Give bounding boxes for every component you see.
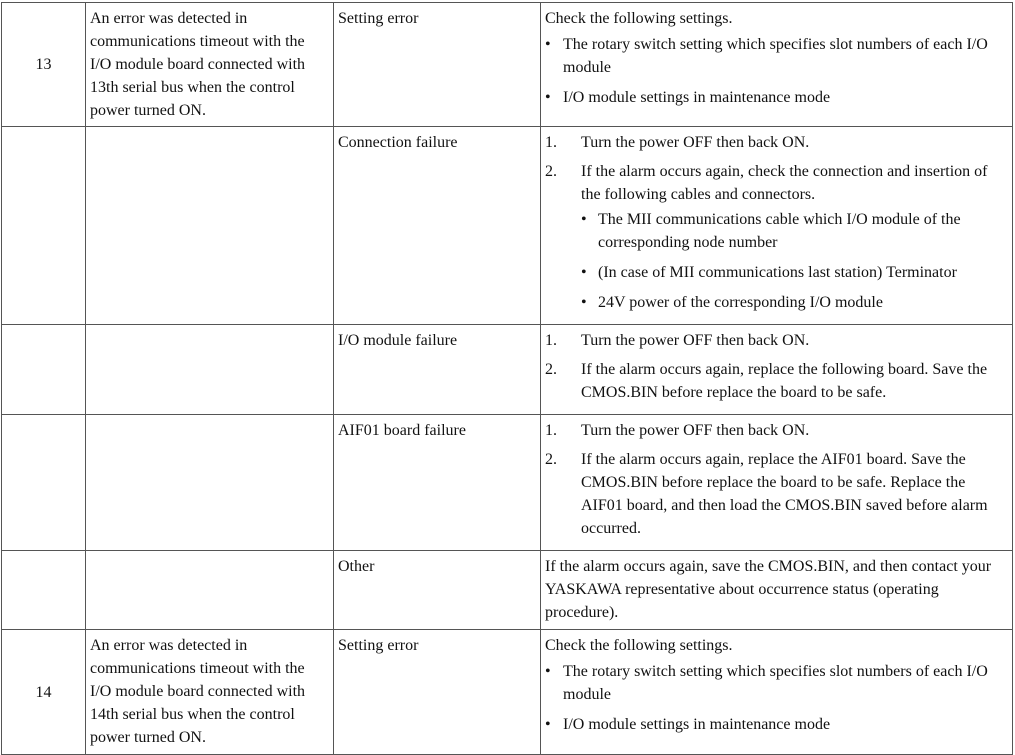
sub-bullet-text: The MII communications cable which I/O module of the corresponding node number [598,211,961,251]
table-row [2,127,1013,325]
alarm-table [1,2,1013,755]
remedy-step [545,358,1008,404]
remedy-step [545,419,1008,442]
sub-bullet-text: 24V power of the corresponding I/O module [598,294,883,311]
alarm-number: 14 [2,630,86,755]
remedy-step [545,329,1008,352]
step-number: 1. [545,422,557,439]
remedy-steps [545,329,1008,404]
alarm-remedy: If the alarm occurs again, save the CMOS.BIN, and then contact your YASKAWA representative about occurrence status (operating procedure). [541,551,1013,630]
alarm-remedy [541,630,1013,755]
alarm-cause: I/O module failure [334,325,541,415]
alarm-description [86,127,334,325]
table-row [2,415,1013,551]
remedy-step [545,131,1008,154]
alarm-cause: Connection failure [334,127,541,325]
remedy-bullet-text: I/O module settings in maintenance mode [563,89,831,106]
alarm-cause: Setting error [334,3,541,127]
remedy-sub-bullet-list [581,208,1008,314]
remedy-sub-bullet [581,208,1008,254]
step-text: Turn the power OFF then back ON. [581,422,810,439]
table-row [2,3,1013,127]
alarm-remedy [541,127,1013,325]
step-number: 1. [545,332,557,349]
remedy-bullet-list [545,33,1008,109]
table-row [2,325,1013,415]
step-number: 1. [545,134,557,151]
remedy-bullet-text: The rotary switch setting which specifies slot numbers of each I/O module [563,663,988,703]
remedy-bullet-list [545,660,1008,736]
remedy-bullet [545,86,1008,109]
remedy-bullet [545,713,1008,736]
alarm-description: An error was detected in communications timeout with the I/O module board connected with 13th serial bus when the control power turned ON. [86,3,334,127]
bullet-icon: • [581,211,587,228]
remedy-step [545,160,1008,314]
alarm-number: 13 [2,3,86,127]
alarm-number [2,325,86,415]
bullet-icon: • [545,663,551,680]
step-number: 2. [545,361,557,378]
step-text: Turn the power OFF then back ON. [581,134,810,151]
bullet-icon: • [545,716,551,733]
remedy-bullet-text: The rotary switch setting which specifies slot numbers of each I/O module [563,36,988,76]
remedy-steps [545,419,1008,540]
remedy-bullet-text: I/O module settings in maintenance mode [563,716,831,733]
alarm-description [86,325,334,415]
alarm-number [2,415,86,551]
remedy-sub-bullet [581,261,1008,284]
bullet-icon: • [545,89,551,106]
alarm-number [2,551,86,630]
remedy-step [545,448,1008,540]
alarm-remedy [541,325,1013,415]
remedy-steps [545,131,1008,314]
bullet-icon: • [545,36,551,53]
remedy-intro: Check the following settings. [545,637,733,654]
remedy-intro: Check the following settings. [545,10,733,27]
alarm-description [86,415,334,551]
alarm-cause: AIF01 board failure [334,415,541,551]
remedy-bullet [545,33,1008,79]
step-text: If the alarm occurs again, replace the following board. Save the CMOS.BIN before replace the board to be safe. [581,361,988,401]
alarm-cause: Setting error [334,630,541,755]
step-number: 2. [545,451,557,468]
alarm-cause: Other [334,551,541,630]
alarm-remedy [541,3,1013,127]
step-text: Turn the power OFF then back ON. [581,332,810,349]
sub-bullet-text: (In case of MII communications last station) Terminator [598,264,957,281]
alarm-description: An error was detected in communications timeout with the I/O module board connected with 14th serial bus when the control power turned ON. [86,630,334,755]
remedy-bullet [545,660,1008,706]
bullet-icon: • [581,294,587,311]
table-row [2,630,1013,755]
alarm-number [2,127,86,325]
step-text: If the alarm occurs again, check the connection and insertion of the following cables and connectors. [581,163,988,203]
step-text: If the alarm occurs again, replace the AIF01 board. Save the CMOS.BIN before replace the board to be safe. Replace the AIF01 board, and then load the CMOS.BIN saved before alarm occurred. [581,451,988,537]
remedy-sub-bullet [581,291,1008,314]
alarm-remedy [541,415,1013,551]
bullet-icon: • [581,264,587,281]
step-number: 2. [545,163,557,180]
table-row [2,551,1013,630]
alarm-description [86,551,334,630]
